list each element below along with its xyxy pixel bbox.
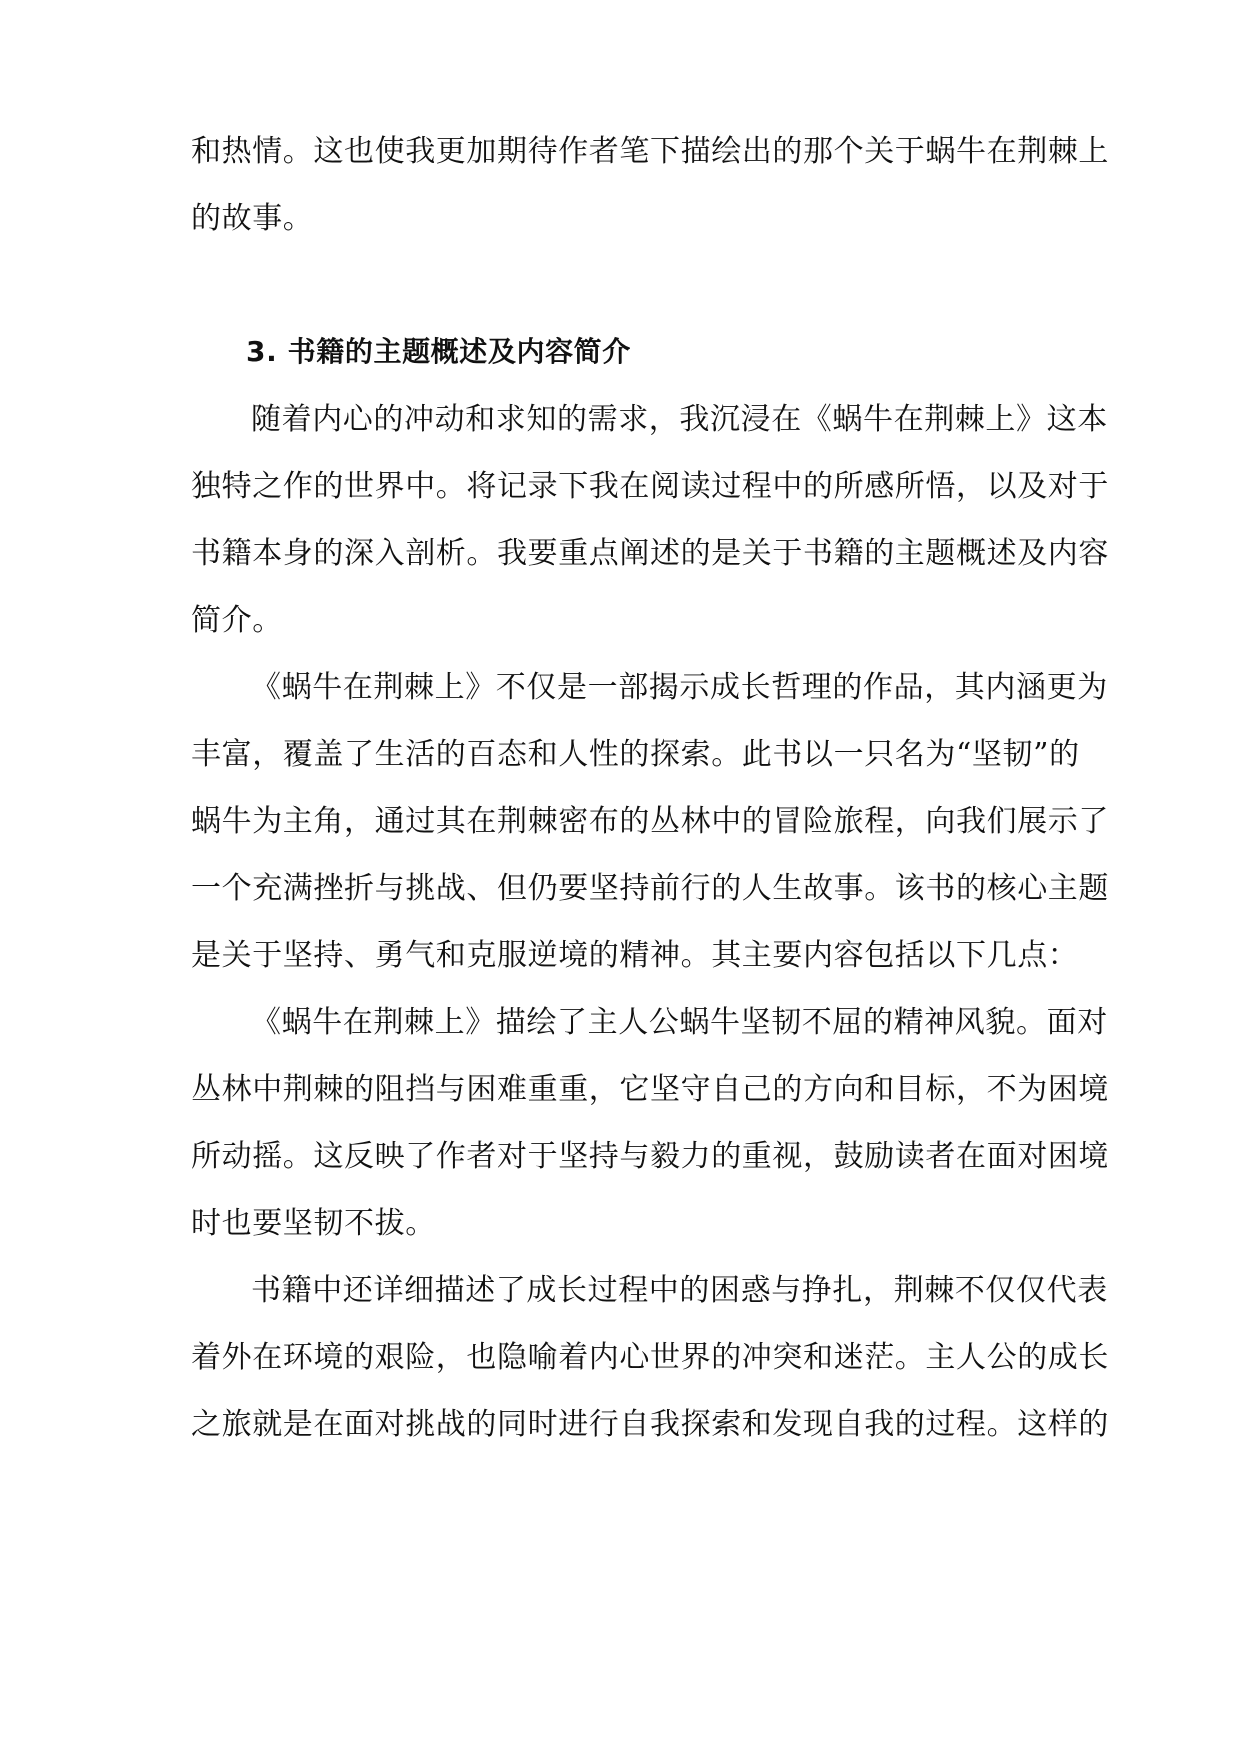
paragraph1-line-4: 简介。 xyxy=(191,603,283,638)
paragraph3-line-2: 丛林中荆棘的阻挡与困难重重，它坚守自己的方向和目标，不为困境 xyxy=(191,1072,1109,1107)
paragraph1-line-3: 书籍本身的深入剖析。我要重点阐述的是关于书籍的主题概述及内容 xyxy=(191,536,1109,571)
intro-line-1: 和热情。这也使我更加期待作者笔下描绘出的那个关于蜗牛在荆棘上 xyxy=(191,134,1109,169)
paragraph2-line-3: 蜗牛为主角，通过其在荆棘密布的丛林中的冒险旅程，向我们展示了 xyxy=(191,804,1109,839)
paragraph3-line-3: 所动摇。这反映了作者对于坚持与毅力的重视，鼓励读者在面对困境 xyxy=(191,1139,1109,1174)
paragraph4-line-3: 之旅就是在面对挑战的同时进行自我探索和发现自我的过程。这样的 xyxy=(191,1407,1109,1442)
intro-line-2: 的故事。 xyxy=(191,201,314,236)
section-heading: 3. 书籍的主题概述及内容简介 xyxy=(246,335,631,368)
paragraph2-line-4: 一个充满挫折与挑战、但仍要坚持前行的人生故事。该书的核心主题 xyxy=(191,871,1109,906)
paragraph1-line-2: 独特之作的世界中。将记录下我在阅读过程中的所感所悟，以及对于 xyxy=(191,469,1109,504)
paragraph2-line-2: 丰富，覆盖了生活的百态和人性的探索。此书以一只名为“坚韧”的 xyxy=(191,737,1080,772)
paragraph2-line-1: 《蜗牛在荆棘上》不仅是一部揭示成长哲理的作品，其内涵更为 xyxy=(251,670,1108,705)
paragraph1-line-1: 随着内心的冲动和求知的需求，我沉浸在《蜗牛在荆棘上》这本 xyxy=(251,402,1108,437)
paragraph4-line-2: 着外在环境的艰险，也隐喻着内心世界的冲突和迷茫。主人公的成长 xyxy=(191,1340,1109,1375)
paragraph3-line-4: 时也要坚韧不拔。 xyxy=(191,1206,436,1241)
paragraph3-line-1: 《蜗牛在荆棘上》描绘了主人公蜗牛坚韧不屈的精神风貌。面对 xyxy=(251,1005,1108,1040)
paragraph2-line-5: 是关于坚持、勇气和克服逆境的精神。其主要内容包括以下几点： xyxy=(191,938,1079,973)
paragraph4-line-1: 书籍中还详细描述了成长过程中的困惑与挣扎，荆棘不仅仅代表 xyxy=(251,1273,1108,1308)
